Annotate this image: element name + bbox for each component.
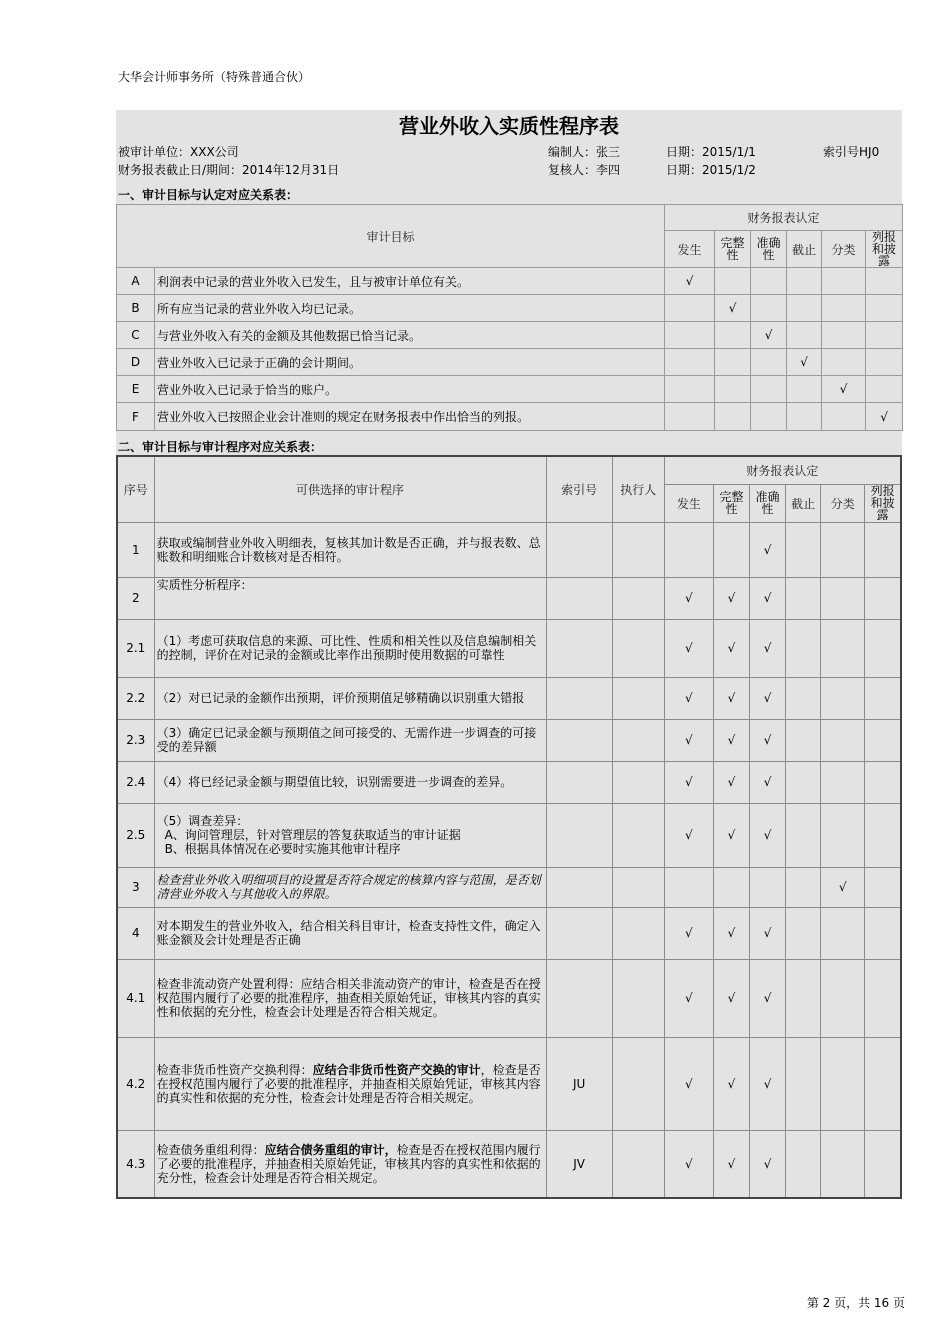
check-mark <box>821 959 865 1037</box>
procedure-text <box>154 803 546 867</box>
objective-text: 利润表中记录的营业外收入已发生，且与被审计单位有关。 <box>155 268 665 295</box>
check-mark <box>715 376 751 403</box>
check-mark <box>866 322 903 349</box>
check-mark <box>865 867 901 907</box>
objective-text: 营业外收入已记录于正确的会计期间。 <box>155 349 665 376</box>
check-mark: √ <box>713 803 749 867</box>
check-mark: √ <box>750 803 786 867</box>
check-mark <box>751 268 787 295</box>
check-mark <box>786 761 821 803</box>
assertion-presentation-2: 列报和披露 <box>865 484 901 522</box>
procedure-main-text: （2）对已记录的金额作出预期，评价预期值足够精确以识别重大错报 <box>156 691 525 705</box>
procedure-row <box>117 907 901 959</box>
prepared-date: 日期：2015/1/1 <box>666 145 756 159</box>
procedure-executor <box>612 761 664 803</box>
check-mark <box>821 761 865 803</box>
procedure-text <box>154 1037 546 1130</box>
check-mark <box>715 349 751 376</box>
check-mark <box>821 907 865 959</box>
procedure-index <box>546 719 612 761</box>
procedure-index <box>546 522 612 577</box>
page-title: 营业外收入实质性程序表 <box>399 114 619 138</box>
check-mark: √ <box>713 907 749 959</box>
check-mark: √ <box>821 867 865 907</box>
check-mark <box>786 577 821 619</box>
objective-text: 营业外收入已按照企业会计准则的规定在财务报表中作出恰当的列报。 <box>155 403 665 431</box>
check-mark: √ <box>715 295 751 322</box>
executor-header: 执行人 <box>612 456 664 522</box>
check-mark <box>865 803 901 867</box>
check-mark: √ <box>713 1130 749 1198</box>
check-mark <box>822 268 866 295</box>
objective-row <box>117 295 903 322</box>
procedure-index <box>546 619 612 677</box>
client-label: 被审计单位：XXX公司 <box>118 145 239 159</box>
index-number: 索引号HJ0 <box>823 145 880 159</box>
procedure-executor <box>612 1130 664 1198</box>
procedure-text <box>154 577 546 619</box>
check-mark: √ <box>664 577 713 619</box>
procedure-no: 4.3 <box>117 1130 154 1198</box>
check-mark: √ <box>665 268 715 295</box>
procedure-header: 可供选择的审计程序 <box>154 456 546 522</box>
procedure-text-bold: 应结合非货币性资产交换的审计 <box>312 1062 481 1077</box>
objective-row <box>117 403 903 431</box>
assertion-completeness: 完整性 <box>715 231 751 268</box>
check-mark <box>665 403 715 431</box>
check-mark <box>786 1130 821 1198</box>
check-mark <box>665 295 715 322</box>
check-mark <box>786 1037 821 1130</box>
check-mark <box>822 322 866 349</box>
check-mark <box>821 1037 865 1130</box>
check-mark: √ <box>664 677 713 719</box>
procedure-text-c: 检查是否在授权范围内履行了必要的批准程序，并抽查相关原始凭证，审核其内容的真实性和依据的充分性，检查会计处理是否符合相关规定。 <box>156 1142 541 1185</box>
procedure-index: JV <box>546 1130 612 1198</box>
check-mark: √ <box>664 619 713 677</box>
procedure-executor <box>612 867 664 907</box>
procedure-text <box>154 522 546 577</box>
page-footer: 第 2 页，共 16 页 <box>806 1296 905 1310</box>
check-mark <box>865 719 901 761</box>
procedure-executor <box>612 803 664 867</box>
check-mark <box>786 719 821 761</box>
check-mark: √ <box>866 403 903 431</box>
check-mark: √ <box>664 803 713 867</box>
objective-row <box>117 376 903 403</box>
assertion-presentation: 列报和披露 <box>866 231 903 268</box>
procedure-no: 3 <box>117 867 154 907</box>
procedure-executor <box>612 719 664 761</box>
objective-id: C <box>117 322 155 349</box>
check-mark: √ <box>750 577 786 619</box>
assertion-header-2: 财务报表认定 <box>664 456 901 484</box>
procedure-executor <box>612 619 664 677</box>
objective-row <box>117 349 903 376</box>
check-mark: √ <box>822 376 866 403</box>
procedure-no: 4.1 <box>117 959 154 1037</box>
check-mark: √ <box>751 322 787 349</box>
check-mark: √ <box>750 677 786 719</box>
objective-id: A <box>117 268 155 295</box>
firm-name: 大华会计师事务所（特殊普通合伙） <box>118 70 311 84</box>
period-label: 财务报表截止日/期间：2014年12月31日 <box>118 163 340 177</box>
check-mark: √ <box>664 959 713 1037</box>
check-mark <box>786 522 821 577</box>
check-mark <box>866 268 903 295</box>
check-mark: √ <box>713 1037 749 1130</box>
procedure-text-bold: 应结合债务重组的审计， <box>264 1142 397 1157</box>
check-mark <box>787 376 822 403</box>
check-mark: √ <box>787 349 822 376</box>
procedure-no: 2.1 <box>117 619 154 677</box>
objective-id: F <box>117 403 155 431</box>
procedure-text <box>154 719 546 761</box>
check-mark <box>821 577 865 619</box>
check-mark <box>665 376 715 403</box>
procedure-text <box>154 761 546 803</box>
check-mark <box>715 322 751 349</box>
check-mark <box>865 619 901 677</box>
no-header: 序号 <box>117 456 154 522</box>
check-mark: √ <box>750 719 786 761</box>
procedure-main-text: 实质性分析程序： <box>156 577 253 592</box>
check-mark: √ <box>664 719 713 761</box>
check-mark <box>865 677 901 719</box>
check-mark <box>865 1037 901 1130</box>
procedure-row <box>117 522 901 577</box>
procedure-row <box>117 1130 901 1198</box>
check-mark <box>787 403 822 431</box>
check-mark <box>751 403 787 431</box>
check-mark <box>822 295 866 322</box>
check-mark <box>751 295 787 322</box>
check-mark <box>787 295 822 322</box>
procedure-main-text: （5）调查差异： <box>156 814 249 828</box>
procedure-main-text: 检查营业外收入明细项目的设置是否符合规定的核算内容与范围，是否划清营业外收入与其他收入的界限。 <box>156 873 541 901</box>
procedure-index <box>546 907 612 959</box>
assertion-classification: 分类 <box>822 231 866 268</box>
check-mark <box>865 959 901 1037</box>
check-mark: √ <box>713 761 749 803</box>
assertion-header: 财务报表认定 <box>665 205 903 231</box>
check-mark <box>821 1130 865 1198</box>
procedure-text <box>154 677 546 719</box>
assertion-cutoff-2: 截止 <box>786 484 821 522</box>
procedure-executor <box>612 677 664 719</box>
check-mark: √ <box>713 619 749 677</box>
check-mark <box>786 619 821 677</box>
procedure-row <box>117 761 901 803</box>
check-mark <box>751 349 787 376</box>
procedure-main-text: 检查非流动资产处置利得：应结合相关非流动资产的审计，检查是否在授权范围内履行了必要的批准程序，抽查相关原始凭证，审核其内容的真实性和依据的充分性，检查会计处理是否符合相关规定。 <box>156 977 541 1019</box>
assertion-classification-2: 分类 <box>821 484 865 522</box>
check-mark <box>786 677 821 719</box>
check-mark <box>866 295 903 322</box>
procedure-index <box>546 677 612 719</box>
index-header: 索引号 <box>546 456 612 522</box>
check-mark <box>664 867 713 907</box>
check-mark <box>786 803 821 867</box>
check-mark: √ <box>713 959 749 1037</box>
procedure-executor <box>612 959 664 1037</box>
procedure-no: 2.4 <box>117 761 154 803</box>
check-mark: √ <box>750 1130 786 1198</box>
check-mark: √ <box>713 719 749 761</box>
check-mark: √ <box>750 619 786 677</box>
procedure-row <box>117 959 901 1037</box>
check-mark <box>821 719 865 761</box>
procedure-index <box>546 577 612 619</box>
check-mark: √ <box>750 1037 786 1130</box>
procedure-executor <box>612 577 664 619</box>
reviewed-date: 日期：2015/1/2 <box>666 163 756 177</box>
procedure-row <box>117 867 901 907</box>
check-mark: √ <box>713 577 749 619</box>
procedure-row <box>117 677 901 719</box>
preparer-label: 编制人：张三 <box>548 145 621 159</box>
assertion-cutoff: 截止 <box>787 231 822 268</box>
procedure-row <box>117 577 901 619</box>
assertion-accuracy: 准确性 <box>751 231 787 268</box>
procedure-text <box>154 907 546 959</box>
procedure-main-text: 对本期发生的营业外收入，结合相关科目审计，检查支持性文件，确定入账金额及会计处理是否正确 <box>156 919 541 947</box>
check-mark: √ <box>750 907 786 959</box>
check-mark: √ <box>664 1130 713 1198</box>
objective-row <box>117 322 903 349</box>
procedure-index: JU <box>546 1037 612 1130</box>
check-mark <box>665 349 715 376</box>
procedure-text <box>154 1130 546 1198</box>
check-mark <box>786 959 821 1037</box>
check-mark: √ <box>664 761 713 803</box>
procedure-no: 2.5 <box>117 803 154 867</box>
procedure-sub-a: A、询问管理层，针对管理层的答复获取适当的审计证据 <box>164 828 461 842</box>
reviewer-label: 复核人：李四 <box>548 163 621 177</box>
procedure-main-text: 获取或编制营业外收入明细表，复核其加计数是否正确，并与报表数、总账数和明细账合计数核对是否相符。 <box>156 535 541 564</box>
objective-id: E <box>117 376 155 403</box>
assertion-completeness-2: 完整性 <box>713 484 749 522</box>
procedure-text <box>154 959 546 1037</box>
procedure-main-text: （1）考虑可获取信息的来源、可比性、性质和相关性以及信息编制相关的控制，评价在对记录的金额或比率作出预期时使用数据的可靠性 <box>156 634 537 662</box>
check-mark <box>786 907 821 959</box>
check-mark <box>664 522 713 577</box>
check-mark <box>750 867 786 907</box>
check-mark <box>787 322 822 349</box>
procedure-no: 2 <box>117 577 154 619</box>
objective-text: 营业外收入已记录于恰当的账户。 <box>155 376 665 403</box>
check-mark: √ <box>750 959 786 1037</box>
procedure-row <box>117 803 901 867</box>
procedure-executor <box>612 522 664 577</box>
procedure-text-a: 检查非货币性资产交换利得： <box>156 1062 313 1077</box>
check-mark <box>865 907 901 959</box>
assertion-occurrence: 发生 <box>665 231 715 268</box>
check-mark <box>866 376 903 403</box>
procedure-main-text: （3）确定已记录金额与预期值之间可接受的、无需作进一步调查的可接受的差异额 <box>156 726 537 754</box>
procedure-main-text: （4）将已经记录金额与期望值比较，识别需要进一步调查的差异。 <box>156 775 513 789</box>
procedure-row <box>117 1037 901 1130</box>
check-mark <box>865 761 901 803</box>
check-mark: √ <box>750 522 786 577</box>
procedure-no: 4.2 <box>117 1037 154 1130</box>
assertion-occurrence-2: 发生 <box>664 484 713 522</box>
objective-header: 审计目标 <box>117 205 665 268</box>
check-mark <box>865 522 901 577</box>
procedure-text <box>154 619 546 677</box>
check-mark: √ <box>664 1037 713 1130</box>
check-mark: √ <box>750 761 786 803</box>
objective-id: D <box>117 349 155 376</box>
procedure-sub-b: B、根据具体情况在必要时实施其他审计程序 <box>164 842 401 856</box>
procedure-row <box>117 719 901 761</box>
meta-row-2 <box>116 160 902 178</box>
objective-row <box>117 268 903 295</box>
check-mark: √ <box>664 907 713 959</box>
check-mark <box>865 577 901 619</box>
check-mark <box>665 322 715 349</box>
procedure-no: 2.3 <box>117 719 154 761</box>
check-mark <box>787 268 822 295</box>
check-mark <box>715 268 751 295</box>
procedure-index <box>546 959 612 1037</box>
procedure-executor <box>612 907 664 959</box>
check-mark <box>713 867 749 907</box>
procedure-index <box>546 761 612 803</box>
procedure-row <box>117 619 901 677</box>
check-mark <box>751 376 787 403</box>
check-mark <box>822 349 866 376</box>
procedure-executor <box>612 1037 664 1130</box>
check-mark <box>865 1130 901 1198</box>
section1-heading: 一、审计目标与认定对应关系表： <box>118 188 299 202</box>
check-mark <box>821 619 865 677</box>
check-mark <box>786 867 821 907</box>
check-mark <box>822 403 866 431</box>
check-mark <box>715 403 751 431</box>
check-mark <box>821 677 865 719</box>
check-mark <box>821 522 865 577</box>
procedure-text <box>154 867 546 907</box>
procedure-text-c: ，检查是否在授权范围内履行了必要的批准程序，并抽查相关原始凭证，审核其内容的真实性和依据的充分性，检查会计处理是否符合相关规定。 <box>156 1062 541 1105</box>
procedure-no: 1 <box>117 522 154 577</box>
workpaper-sheet <box>116 110 902 1199</box>
objective-text: 所有应当记录的营业外收入均已记录。 <box>155 295 665 322</box>
check-mark: √ <box>713 677 749 719</box>
objective-text: 与营业外收入有关的金额及其他数据已恰当记录。 <box>155 322 665 349</box>
check-mark <box>866 349 903 376</box>
meta-row-1 <box>116 142 902 160</box>
check-mark <box>713 522 749 577</box>
procedure-text-a: 检查债务重组利得： <box>156 1142 265 1157</box>
check-mark <box>821 803 865 867</box>
objective-id: B <box>117 295 155 322</box>
procedure-index <box>546 803 612 867</box>
assertion-accuracy-2: 准确性 <box>750 484 786 522</box>
objective-assertion-table <box>116 204 903 431</box>
procedure-assertion-table <box>116 455 902 1199</box>
section2-heading: 二、审计目标与审计程序对应关系表： <box>118 440 323 454</box>
procedure-no: 4 <box>117 907 154 959</box>
procedure-no: 2.2 <box>117 677 154 719</box>
procedure-index <box>546 867 612 907</box>
